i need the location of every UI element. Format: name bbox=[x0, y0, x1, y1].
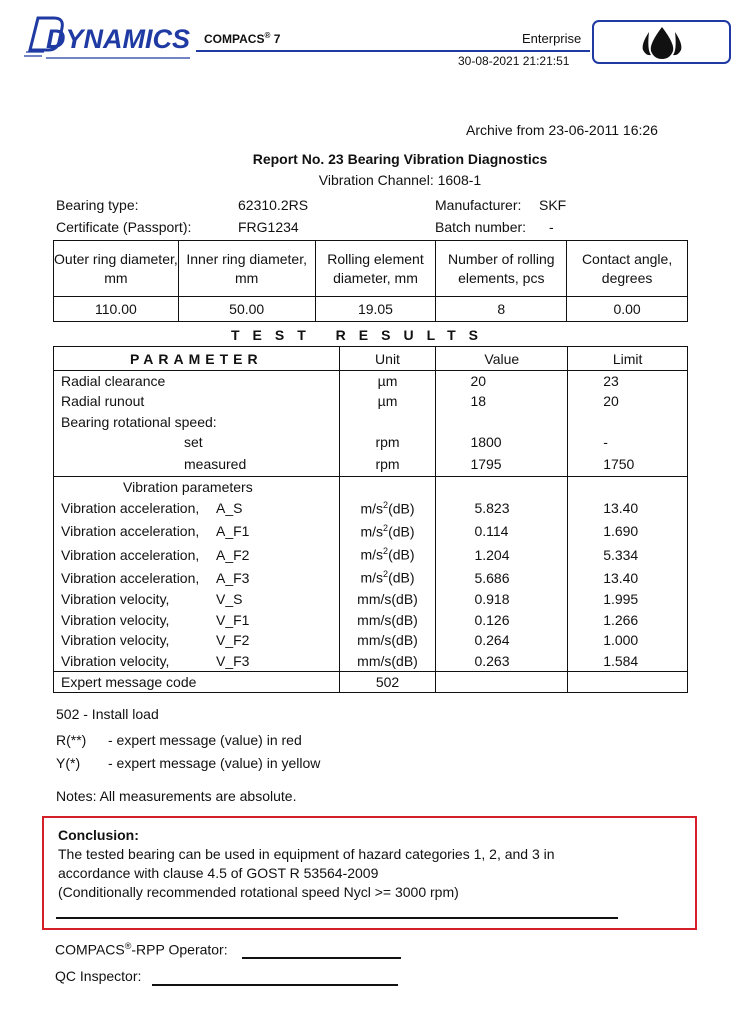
unit-header: Unit bbox=[339, 347, 436, 371]
param-limit: 1.995 bbox=[568, 589, 688, 610]
logo-text: DYNAMICS bbox=[46, 24, 190, 54]
param-name: Vibration acceleration, bbox=[61, 546, 200, 563]
value-header: Value bbox=[436, 347, 568, 371]
param-code: V_S bbox=[216, 591, 243, 608]
report-title: Report No. 23 Bearing Vibration Diagnostics bbox=[252, 151, 548, 167]
param-code: A_F2 bbox=[216, 546, 250, 563]
param-limit: 13.40 bbox=[568, 566, 688, 589]
param-value: 1795 bbox=[436, 453, 568, 477]
param-limit: 1.690 bbox=[568, 519, 688, 543]
table-row bbox=[54, 453, 688, 477]
param-name: set bbox=[184, 434, 203, 451]
param-code: V_F2 bbox=[216, 632, 250, 649]
param-unit: rpm bbox=[339, 453, 436, 477]
dynamics-logo bbox=[24, 14, 192, 60]
expert-code-label: Expert message code bbox=[54, 671, 340, 692]
param-value: 0.126 bbox=[436, 610, 568, 631]
conclusion-box bbox=[42, 816, 697, 930]
param-code: V_F3 bbox=[216, 652, 250, 669]
param-value: 20 bbox=[436, 371, 568, 392]
outer-ring-header: Outer ring diameter, mm bbox=[54, 241, 179, 297]
param-limit: 1.266 bbox=[568, 610, 688, 631]
oil-drops-icon bbox=[639, 26, 685, 60]
conclusion-line-3: (Conditionally recommended rotational speed Nycl >= 3000 rpm) bbox=[58, 884, 459, 900]
param-value: 0.264 bbox=[436, 630, 568, 651]
operator-signature-line bbox=[242, 957, 401, 959]
manufacturer-value: SKF bbox=[539, 197, 567, 213]
expert-code-value: 502 bbox=[339, 671, 436, 692]
batch-label: Batch number: bbox=[435, 219, 527, 235]
table-row bbox=[54, 412, 688, 433]
oil-drops-badge bbox=[592, 20, 731, 64]
param-limit: 5.334 bbox=[568, 543, 688, 566]
legend-yellow-key: Y(*) bbox=[56, 755, 81, 771]
manufacturer-label: Manufacturer: bbox=[435, 197, 522, 213]
param-value: 0.918 bbox=[436, 589, 568, 610]
param-value: 1.204 bbox=[436, 543, 568, 566]
edition-label: Enterprise bbox=[522, 31, 582, 46]
param-name: Radial clearance bbox=[54, 371, 340, 392]
conclusion-underline bbox=[56, 917, 618, 919]
table-row bbox=[54, 519, 688, 543]
bearing-type-label: Bearing type: bbox=[56, 197, 139, 213]
header-divider bbox=[196, 50, 590, 52]
table-row bbox=[54, 432, 688, 453]
conclusion-line-2: accordance with clause 4.5 of GOST R 53564-2009 bbox=[58, 865, 379, 881]
table-row bbox=[54, 391, 688, 412]
param-limit: 20 bbox=[568, 391, 688, 412]
table-row bbox=[54, 610, 688, 631]
param-limit: 23 bbox=[568, 371, 688, 392]
element-count-header: Number of rolling elements, pcs bbox=[436, 241, 567, 297]
legend-red-key: R(**) bbox=[56, 732, 87, 748]
batch-value: - bbox=[549, 219, 554, 235]
certificate-value: FRG1234 bbox=[238, 219, 299, 235]
limit-header: Limit bbox=[568, 347, 688, 371]
param-value bbox=[436, 412, 568, 433]
notes-text: Notes: All measurements are absolute. bbox=[56, 788, 297, 804]
geometry-table bbox=[53, 240, 688, 322]
param-unit: $m/s^2(dB)$ bbox=[339, 566, 436, 589]
vibration-channel: Vibration Channel: 1608-1 bbox=[318, 172, 482, 188]
param-unit: $m/s^2(dB)$ bbox=[339, 519, 436, 543]
param-name: Vibration acceleration, bbox=[61, 500, 200, 516]
param-limit: 1.584 bbox=[568, 651, 688, 672]
element-count-value: 8 bbox=[436, 297, 567, 322]
archive-date: Archive from 23-06-2011 16:26 bbox=[466, 122, 658, 138]
product-name: COMPACS® 7 bbox=[204, 31, 281, 46]
qc-signature-line bbox=[152, 984, 398, 986]
param-name: Vibration velocity, bbox=[61, 632, 170, 649]
legend-yellow-text: - expert message (value) in yellow bbox=[108, 755, 321, 771]
param-name: Radial runout bbox=[54, 391, 340, 412]
print-datetime: 30-08-2021 21:21:51 bbox=[458, 54, 570, 68]
param-limit: - bbox=[568, 432, 688, 453]
param-unit bbox=[339, 412, 436, 433]
contact-angle-value: 0.00 bbox=[567, 297, 688, 322]
param-unit: mm/s(dB) bbox=[339, 630, 436, 651]
expert-code-row bbox=[54, 671, 688, 692]
qc-inspector-label: QC Inspector: bbox=[55, 968, 142, 984]
operator-label: COMPACS®-RPP Operator: bbox=[55, 941, 228, 958]
param-limit: 1750 bbox=[568, 453, 688, 477]
param-unit: mm/s(dB) bbox=[339, 589, 436, 610]
param-code: V_F1 bbox=[216, 611, 250, 628]
param-value: 5.823 bbox=[436, 497, 568, 519]
param-unit: rpm bbox=[339, 432, 436, 453]
conclusion-line-1: The tested bearing can be used in equipment of hazard categories 1, 2, and 3 in bbox=[58, 846, 555, 862]
rolling-element-value: 19.05 bbox=[315, 297, 436, 322]
legend-red-text: - expert message (value) in red bbox=[108, 732, 302, 748]
inner-ring-value: 50.00 bbox=[178, 297, 315, 322]
results-table bbox=[53, 346, 688, 693]
parameter-header: PARAMETER bbox=[54, 347, 340, 371]
table-row bbox=[54, 371, 688, 392]
param-unit: $m/s^2(dB)$ bbox=[339, 543, 436, 566]
param-code: A_S bbox=[216, 500, 243, 516]
table-row bbox=[54, 543, 688, 566]
table-row bbox=[54, 497, 688, 519]
param-unit: $m/s^2(dB)$ bbox=[339, 497, 436, 519]
conclusion-title: Conclusion: bbox=[58, 827, 139, 843]
param-value: 0.263 bbox=[436, 651, 568, 672]
table-row bbox=[54, 589, 688, 610]
code-explanation: 502 - Install load bbox=[56, 706, 159, 722]
param-name: Vibration acceleration, bbox=[61, 569, 200, 586]
param-code: A_F1 bbox=[216, 523, 250, 539]
bearing-type-value: 62310.2RS bbox=[238, 197, 309, 213]
param-name: Vibration velocity, bbox=[61, 611, 170, 628]
param-value: 5.686 bbox=[436, 566, 568, 589]
param-name: Bearing rotational speed: bbox=[54, 412, 340, 433]
param-limit bbox=[568, 412, 688, 433]
param-unit: mm/s(dB) bbox=[339, 651, 436, 672]
param-unit: µm bbox=[339, 391, 436, 412]
table-row bbox=[54, 630, 688, 651]
table-row bbox=[54, 651, 688, 672]
param-value: 0.114 bbox=[436, 519, 568, 543]
outer-ring-value: 110.00 bbox=[54, 297, 179, 322]
param-name: measured bbox=[184, 456, 247, 473]
param-name: Vibration velocity, bbox=[61, 652, 170, 669]
inner-ring-header: Inner ring diameter, mm bbox=[178, 241, 315, 297]
param-value: 1800 bbox=[436, 432, 568, 453]
rolling-element-header: Rolling element diameter, mm bbox=[315, 241, 436, 297]
param-unit: µm bbox=[339, 371, 436, 392]
table-row bbox=[54, 477, 688, 498]
param-limit: 13.40 bbox=[568, 497, 688, 519]
test-results-title: TEST RESULTS bbox=[231, 327, 491, 343]
param-value: 18 bbox=[436, 391, 568, 412]
param-code: A_F3 bbox=[216, 569, 250, 586]
param-limit: 1.000 bbox=[568, 630, 688, 651]
vibration-section-title: Vibration parameters bbox=[123, 479, 253, 495]
param-name: Vibration velocity, bbox=[61, 591, 170, 608]
param-unit: mm/s(dB) bbox=[339, 610, 436, 631]
contact-angle-header: Contact angle, degrees bbox=[567, 241, 688, 297]
table-row bbox=[54, 566, 688, 589]
certificate-label: Certificate (Passport): bbox=[56, 219, 192, 235]
param-name: Vibration acceleration, bbox=[61, 523, 200, 539]
